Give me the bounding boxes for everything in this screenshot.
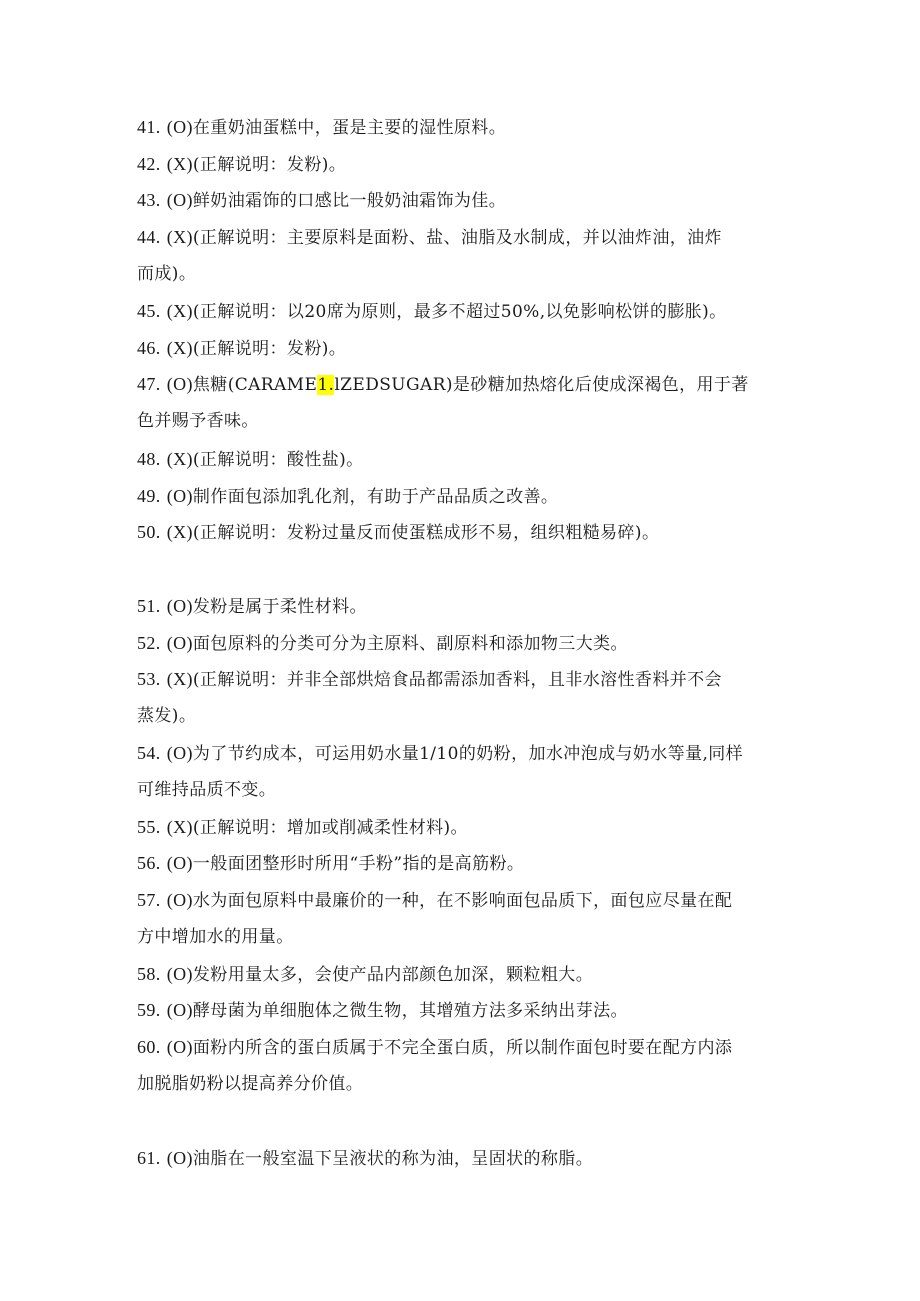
item-text: 鲜奶油霜饰的口感比一般奶油霜饰为佳。 <box>192 191 507 211</box>
item-text: 发粉用量太多，会使产品内部颜色加深，颗粒粗大。 <box>192 965 594 985</box>
list-item <box>137 115 506 140</box>
list-item <box>137 188 506 213</box>
item-number: 42. <box>137 154 161 174</box>
list-item-continuation: 蒸发)。 <box>137 706 197 726</box>
list-item-continuation: 而成)。 <box>137 264 197 284</box>
answer-mark: (X) <box>166 227 193 247</box>
item-number: 56. <box>137 853 161 873</box>
item-text: 油脂在一般室温下呈液状的称为油，呈固状的称脂。 <box>192 1149 594 1169</box>
answer-mark: (X) <box>166 154 193 174</box>
answer-mark: (O) <box>166 633 193 653</box>
list-item-continuation: 色并赐予香味。 <box>137 411 259 431</box>
answer-mark: (O) <box>166 890 193 910</box>
item-text: (正解说明：发粉)。 <box>192 339 347 359</box>
item-number: 61. <box>137 1148 161 1168</box>
list-item <box>137 372 749 397</box>
answer-mark: (O) <box>166 190 193 210</box>
item-number: 57. <box>137 890 161 910</box>
item-text: (正解说明：主要原料是面粉、盐、油脂及水制成，并以油炸油，油炸 <box>192 228 722 248</box>
list-item <box>137 962 593 987</box>
item-text: (正解说明：增加或削减柔性材料)。 <box>192 818 468 838</box>
item-text: (正解说明：酸性盐)。 <box>192 450 364 470</box>
item-text: 酵母菌为单细胞体之微生物，其增殖方法多采纳出芽法。 <box>192 1001 628 1021</box>
item-number: 58. <box>137 964 161 984</box>
item-text: 制作面包添加乳化剂，有助于产品品质之改善。 <box>192 487 559 507</box>
highlighted-text: 1. <box>317 375 335 395</box>
item-number: 50. <box>137 522 161 542</box>
list-item <box>137 815 468 840</box>
list-item <box>137 152 346 177</box>
item-number: 41. <box>137 117 161 137</box>
item-number: 59. <box>137 1000 161 1020</box>
list-item <box>137 851 524 876</box>
list-item <box>137 484 558 509</box>
list-item <box>137 1146 593 1171</box>
item-text: (正解说明：发粉)。 <box>192 155 347 175</box>
list-item <box>137 667 722 692</box>
answer-mark: (X) <box>166 301 193 321</box>
answer-mark: (X) <box>166 817 193 837</box>
item-text: (正解说明：并非全部烘焙食品都需添加香料，且非水溶性香料并不会 <box>192 670 722 690</box>
list-item <box>137 447 364 472</box>
item-text: 为了节约成本，可运用奶水量1/10的奶粉，加水冲泡成与奶水等量,同样 <box>192 744 744 764</box>
item-text: 面粉内所含的蛋白质属于不完全蛋白质，所以制作面包时要在配方内添 <box>192 1038 733 1058</box>
answer-mark: (O) <box>166 1148 193 1168</box>
item-number: 51. <box>137 596 161 616</box>
answer-mark: (X) <box>166 669 193 689</box>
answer-mark: (O) <box>166 1000 193 1020</box>
answer-mark: (X) <box>166 338 193 358</box>
item-number: 47. <box>137 374 161 394</box>
answer-mark: (O) <box>166 596 193 616</box>
list-item <box>137 225 722 250</box>
item-text: (正解说明：以20席为原则，最多不超过50%,以免影响松饼的膨胀)。 <box>192 302 727 322</box>
item-number: 53. <box>137 669 161 689</box>
item-text: 一般面团整形时所用“手粉”指的是高筋粉。 <box>192 854 525 874</box>
item-number: 55. <box>137 817 161 837</box>
item-number: 52. <box>137 633 161 653</box>
item-number: 60. <box>137 1037 161 1057</box>
item-number: 54. <box>137 743 161 763</box>
answer-mark: (X) <box>166 449 193 469</box>
item-number: 44. <box>137 227 161 247</box>
item-number: 49. <box>137 486 161 506</box>
answer-mark: (O) <box>166 743 193 763</box>
answer-mark: (O) <box>166 1037 193 1057</box>
list-item <box>137 594 367 619</box>
item-text: 面包原料的分类可分为主原料、副原料和添加物三大类。 <box>192 634 628 654</box>
item-text-part: lZEDSUGAR)是砂糖加热熔化后使成深褐色，用于著 <box>334 375 749 395</box>
list-item <box>137 888 732 913</box>
list-item <box>137 631 628 656</box>
item-number: 45. <box>137 301 161 321</box>
list-item <box>137 741 743 766</box>
answer-mark: (O) <box>166 964 193 984</box>
list-item-continuation: 可维持品质不变。 <box>137 780 277 800</box>
list-item-continuation: 加脱脂奶粉以提高养分价值。 <box>137 1074 364 1094</box>
list-item <box>137 998 628 1023</box>
item-number: 43. <box>137 190 161 210</box>
list-item-continuation: 方中增加水的用量。 <box>137 927 294 947</box>
item-number: 46. <box>137 338 161 358</box>
answer-mark: (O) <box>166 853 193 873</box>
item-text: (正解说明：发粉过量反而使蛋糕成形不易，组织粗糙易碎)。 <box>192 523 660 543</box>
item-text: 水为面包原料中最廉价的一种，在不影响面包品质下，面包应尽量在配 <box>192 891 733 911</box>
list-item <box>137 1035 732 1060</box>
list-item <box>137 520 659 545</box>
item-number: 48. <box>137 449 161 469</box>
answer-mark: (O) <box>166 117 193 137</box>
item-text-part: 焦糖(CARAME <box>192 375 318 395</box>
answer-mark: (X) <box>166 522 193 542</box>
list-item <box>137 336 346 361</box>
item-text: 发粉是属于柔性材料。 <box>192 597 367 617</box>
item-text: 在重奶油蛋糕中，蛋是主要的湿性原料。 <box>192 118 507 138</box>
answer-mark: (O) <box>166 486 193 506</box>
list-item <box>137 299 727 324</box>
answer-mark: (O) <box>166 374 193 394</box>
